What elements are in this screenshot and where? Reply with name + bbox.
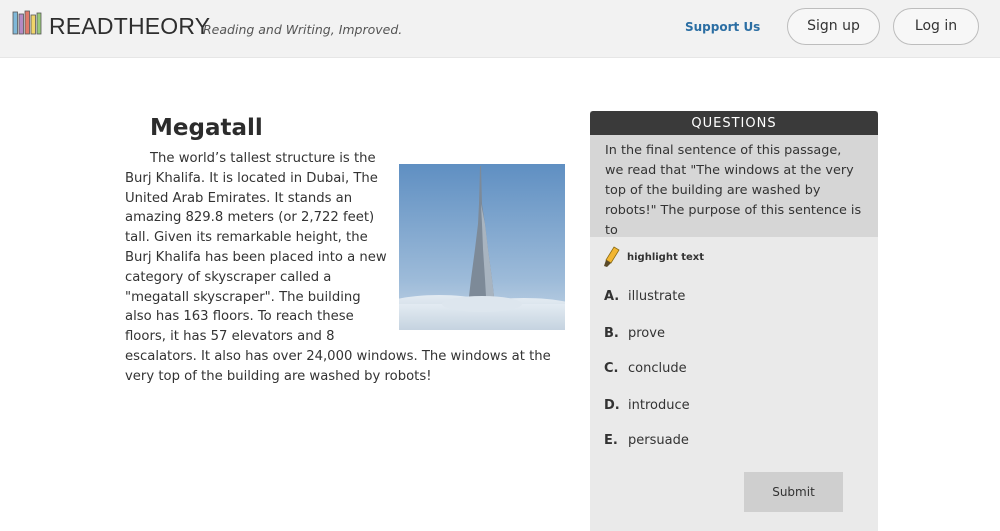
choice-letter: B. <box>604 326 619 341</box>
choice-text: conclude <box>628 361 687 376</box>
passage-text: The world’s tallest structure is the Burj Khalifa. It is located in Dubai, The United Arab Emirates. It stands an amazing 829.8 meters (or 2,722 feet) tall. Given its remarkable height, the Burj Khalifa has been placed into a new category of skyscraper called a "megatall skyscraper". The building also has 163 floors. To reach these floors, it has 57 elevators and 8 escalators. It also has over 24,000 windows. The windows at the very top of the building are washed by robots! <box>125 151 551 384</box>
choice-letter: D. <box>604 398 620 413</box>
choice-c[interactable] <box>604 361 687 376</box>
burj-khalifa-photo <box>399 164 565 330</box>
sign-up-button[interactable]: Sign up <box>787 8 880 45</box>
log-in-button[interactable]: Log in <box>893 8 979 45</box>
choice-text: persuade <box>628 433 689 448</box>
highlighter-pen-icon <box>603 246 620 268</box>
choice-a[interactable] <box>604 289 685 304</box>
choice-b[interactable] <box>604 326 665 341</box>
questions-panel <box>590 111 878 531</box>
support-us-link[interactable]: Support Us <box>685 20 761 34</box>
choice-text: illustrate <box>628 289 686 304</box>
brand-name[interactable]: READTHEORY <box>49 13 211 39</box>
passage-body <box>125 149 555 387</box>
choice-text: introduce <box>628 398 690 413</box>
highlight-text-tool[interactable] <box>603 245 704 269</box>
highlight-text-label: highlight text <box>627 251 705 263</box>
question-prompt: In the final sentence of this passage, we read that "The windows at the very top of the building are washed by robots!" The purpose of this sentence is to <box>590 135 878 237</box>
choice-letter: A. <box>604 289 620 304</box>
submit-button[interactable]: Submit <box>744 472 843 512</box>
choice-letter: E. <box>604 433 618 448</box>
choice-text: prove <box>628 326 665 341</box>
tagline: Reading and Writing, Improved. <box>203 22 403 37</box>
bookshelf-logo-icon[interactable] <box>12 10 42 36</box>
choice-letter: C. <box>604 361 619 376</box>
choice-d[interactable] <box>604 398 690 413</box>
passage-title: Megatall <box>150 115 263 141</box>
questions-heading: QUESTIONS <box>590 111 878 135</box>
choice-e[interactable] <box>604 433 689 448</box>
site-header <box>0 0 1000 58</box>
